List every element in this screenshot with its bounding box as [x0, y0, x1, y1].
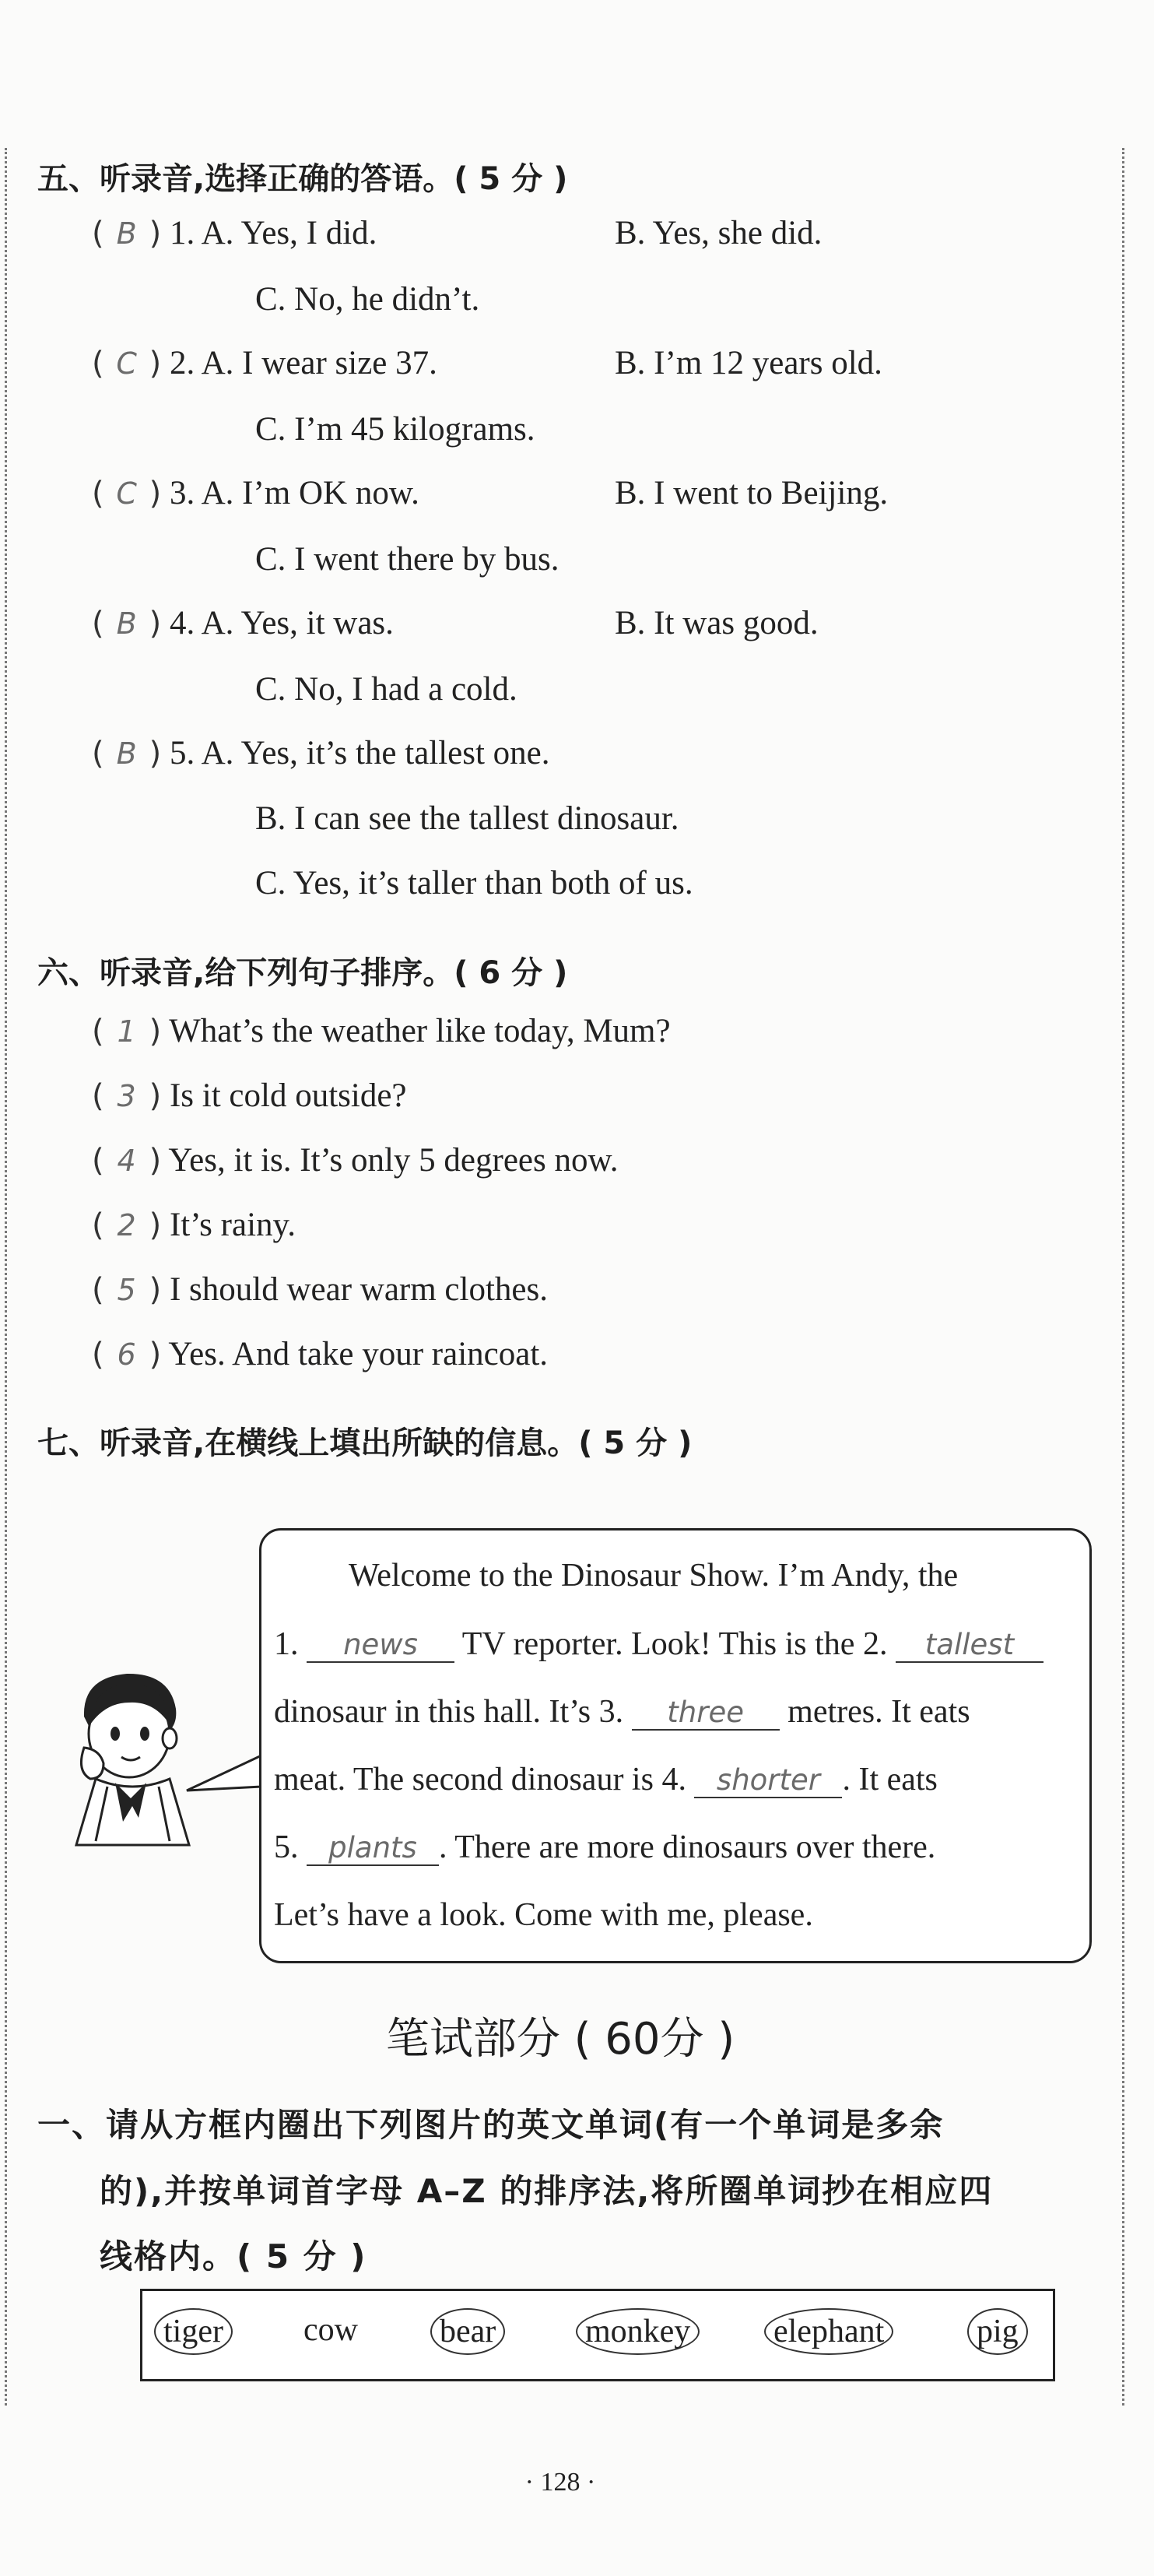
s5-q1-option-c: C. No, he didn’t.	[255, 281, 480, 318]
section-7-heading: 七、听录音,在横线上填出所缺的信息。( 5 分 )	[37, 1425, 693, 1461]
page-border-right	[1122, 148, 1124, 2406]
s7-line-1: Welcome to the Dinosaur Show. I’m Andy, the	[349, 1558, 959, 1594]
section-5-heading: 五、听录音,选择正确的答语。( 5 分 )	[37, 161, 568, 197]
blank-4: shorter	[694, 1765, 842, 1798]
page-number: · 128 ·	[524, 2468, 596, 2497]
s5-answer-3: C	[116, 476, 137, 511]
s6-item-2: ( 3 ) Is it cold outside?	[92, 1077, 407, 1114]
s5-q5-option-b: B. I can see the tallest dinosaur.	[255, 800, 679, 837]
s6-answer-5: 5	[117, 1273, 136, 1307]
s5-answer-5: B	[116, 736, 137, 771]
s5-q2-option-c: C. I’m 45 kilograms.	[255, 411, 535, 448]
s5-answer-2: C	[116, 346, 137, 381]
s5-question-3: ( C ) 3. A. I’m OK now.	[92, 475, 419, 511]
written-q1-line-1: 一、请从方框内圈出下列图片的英文单词(有一个单词是多余	[37, 2106, 945, 2144]
s6-item-6: ( 6 ) Yes. And take your raincoat.	[92, 1336, 549, 1372]
s6-answer-4: 2	[117, 1208, 136, 1242]
s7-line-6: Let’s have a look. Come with me, please.	[274, 1897, 813, 1933]
blank-3: three	[632, 1697, 780, 1731]
s5-q4-option-b: B. It was good.	[615, 605, 819, 641]
s6-answer-3: 4	[117, 1144, 136, 1178]
word-cow: cow	[303, 2312, 358, 2348]
word-pig: pig	[967, 2308, 1028, 2355]
blank-5: plants	[307, 1833, 439, 1866]
s5-q3-option-b: B. I went to Beijing.	[615, 475, 889, 511]
s5-question-1: ( B ) 1. A. Yes, I did.	[92, 215, 377, 251]
s5-question-4: ( B ) 4. A. Yes, it was.	[92, 605, 394, 641]
s5-q4-option-c: C. No, I had a cold.	[255, 671, 517, 708]
written-q1-line-3: 线格内。( 5 分 )	[100, 2237, 367, 2276]
word-tiger: tiger	[154, 2308, 233, 2355]
blank-2: tallest	[896, 1629, 1044, 1663]
s7-line-5: 5. plants . There are more dinosaurs over there.	[274, 1829, 936, 1865]
s5-answer-1: B	[116, 216, 137, 251]
s5-answer-4: B	[116, 606, 137, 641]
word-elephant: elephant	[764, 2308, 893, 2355]
s5-question-5: ( B ) 5. A. Yes, it’s the tallest one.	[92, 735, 550, 771]
s7-line-3: dinosaur in this hall. It’s 3. three metres. It eats	[274, 1694, 970, 1730]
section-6-heading: 六、听录音,给下列句子排序。( 6 分 )	[37, 955, 568, 991]
s6-item-4: ( 2 ) It’s rainy.	[92, 1207, 296, 1243]
blank-1: news	[307, 1629, 454, 1663]
s5-q3-option-c: C. I went there by bus.	[255, 541, 559, 578]
s5-q1-option-b: B. Yes, she did.	[615, 215, 823, 251]
s7-line-4: meat. The second dinosaur is 4. shorter . It eats	[274, 1762, 938, 1798]
s6-answer-1: 1	[117, 1014, 136, 1049]
s5-q5-option-c: C. Yes, it’s taller than both of us.	[255, 865, 693, 901]
s6-answer-6: 6	[117, 1337, 136, 1372]
written-q1-line-2: 的),并按单词首字母 A–Z 的排序法,将所圈单词抄在相应四	[100, 2172, 994, 2210]
word-bear: bear	[430, 2308, 505, 2355]
word-monkey: monkey	[576, 2308, 700, 2355]
s6-answer-2: 3	[117, 1079, 136, 1113]
s5-question-2: ( C ) 2. A. I wear size 37.	[92, 345, 437, 381]
written-part-title: 笔试部分 ( 60分 )	[385, 2014, 735, 2065]
s6-item-5: ( 5 ) I should wear warm clothes.	[92, 1271, 548, 1308]
page-border-left	[5, 148, 7, 2406]
s7-line-2: 1. news TV reporter. Look! This is the 2. tallest	[274, 1625, 1044, 1663]
s6-item-1: ( 1 ) What’s the weather like today, Mum?	[92, 1013, 671, 1049]
s5-q2-option-b: B. I’m 12 years old.	[615, 345, 882, 381]
speech-bubble-tail	[181, 1713, 266, 1806]
s6-item-3: ( 4 ) Yes, it is. It’s only 5 degrees now.	[92, 1142, 619, 1179]
